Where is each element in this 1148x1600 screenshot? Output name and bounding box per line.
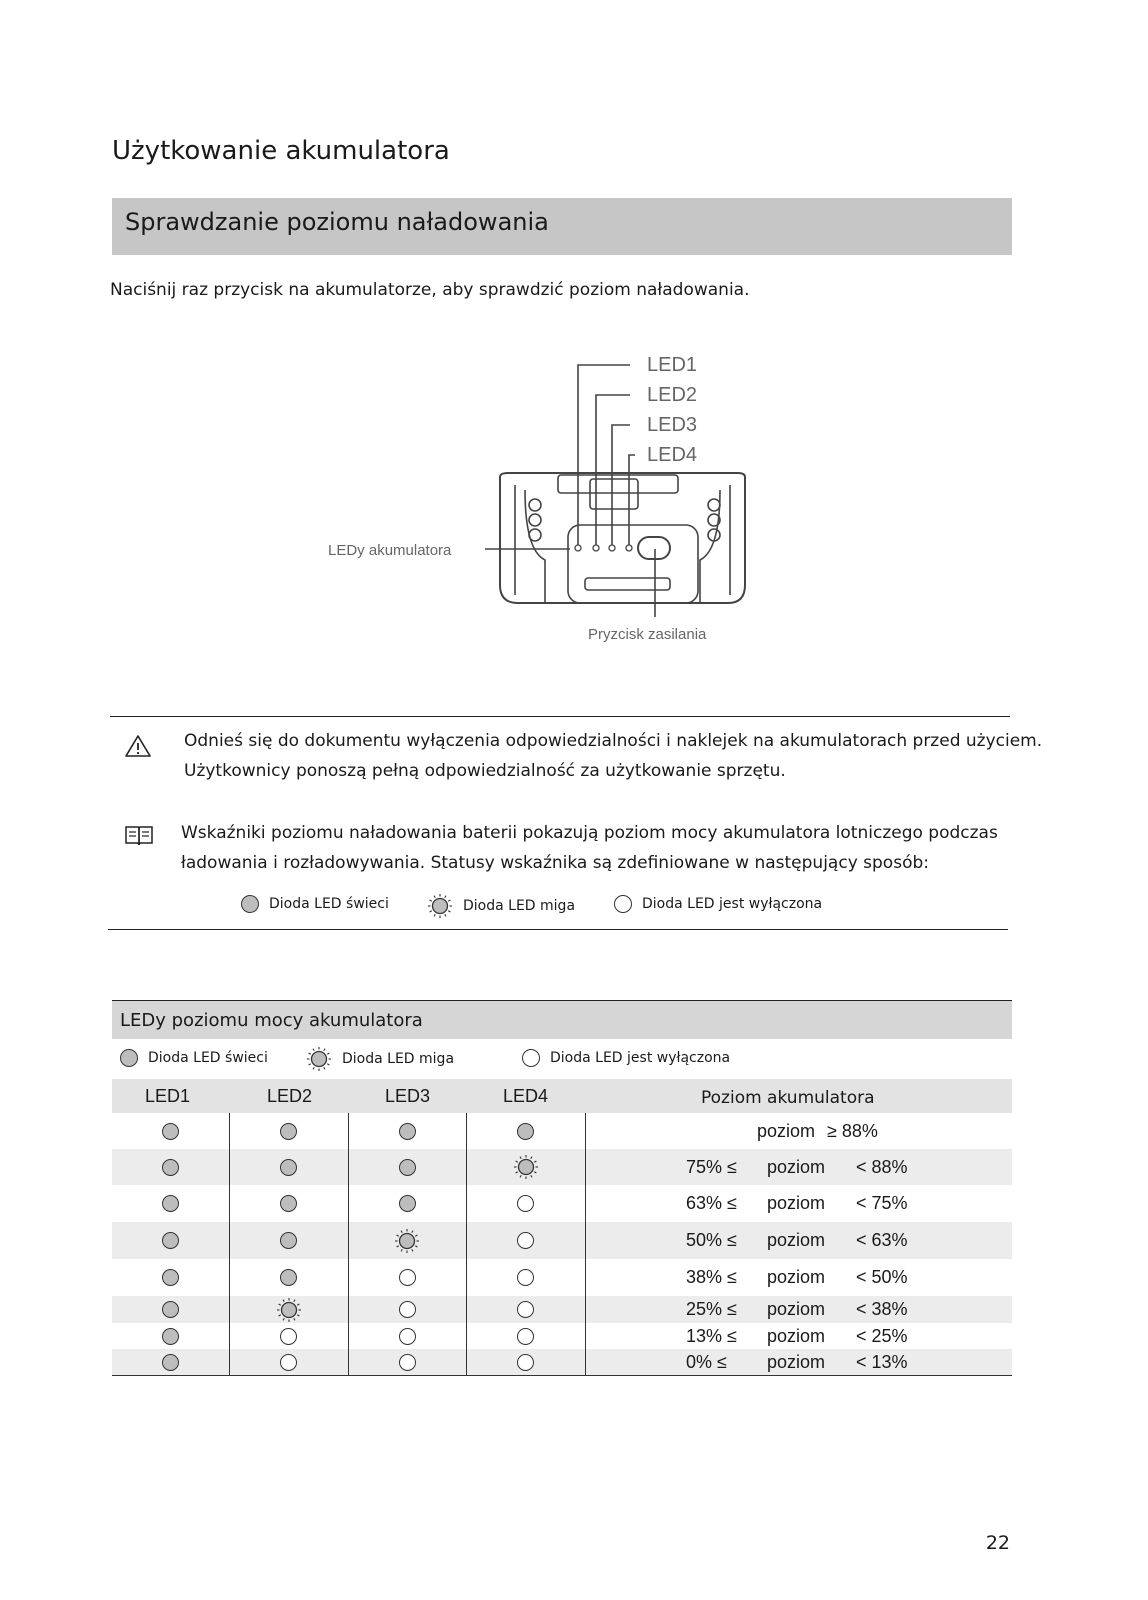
column-divider	[466, 1259, 467, 1296]
level-word: poziom	[767, 1325, 826, 1346]
led-blink-icon	[276, 1297, 302, 1323]
led-on-icon	[280, 1195, 297, 1212]
diagram-label-leds: LEDy akumulatora	[328, 542, 452, 559]
led2-cell	[229, 1185, 348, 1222]
legend-on-label: Dioda LED świeci	[269, 896, 389, 912]
column-divider	[348, 1113, 349, 1149]
header-led4: LED4	[503, 1086, 549, 1106]
table-row	[112, 1349, 1012, 1375]
table-row	[112, 1296, 1012, 1323]
level-lower-bound: 0% ≤	[686, 1351, 727, 1372]
table-legend	[112, 1039, 1012, 1079]
section-header	[112, 198, 1012, 255]
led3-cell	[348, 1296, 466, 1323]
warning-icon	[124, 734, 152, 758]
led-off-icon	[517, 1328, 534, 1345]
level-upper-bound: < 38%	[856, 1299, 908, 1319]
legend-off	[614, 895, 822, 913]
led-on-icon	[162, 1159, 179, 1176]
table-row	[112, 1113, 1012, 1149]
led-on-icon	[399, 1159, 416, 1176]
legend-blink	[427, 893, 575, 919]
led4-cell	[466, 1113, 585, 1149]
table-row	[112, 1185, 1012, 1222]
warning-line-1: Odnieś się do dokumentu wyłączenia odpowiedzialności i naklejek na akumulatorach przed użyciem.	[184, 731, 1043, 751]
led2-cell	[229, 1222, 348, 1259]
column-divider	[348, 1323, 349, 1349]
divider-bottom	[108, 929, 1008, 930]
column-divider	[585, 1323, 586, 1349]
led-off-icon	[517, 1232, 534, 1249]
column-divider	[585, 1349, 586, 1375]
led3-cell	[348, 1149, 466, 1185]
led-on-icon	[280, 1123, 297, 1140]
column-divider	[466, 1113, 467, 1149]
level-upper-bound: < 50%	[856, 1267, 908, 1287]
callout-led2	[596, 395, 630, 545]
table-header-row	[112, 1079, 1012, 1113]
column-divider	[348, 1222, 349, 1259]
diagram-label-led1: LED1	[647, 354, 698, 376]
battery-led3	[609, 545, 615, 551]
led1-cell	[112, 1259, 229, 1296]
table-legend-blink	[306, 1046, 454, 1072]
diagram-label-led3: LED3	[647, 414, 698, 436]
info-line-1: Wskaźniki poziomu naładowania baterii pokazują poziom mocy akumulatora lotniczego podczas	[181, 823, 998, 843]
column-divider	[585, 1185, 586, 1222]
column-divider	[348, 1185, 349, 1222]
level-lower-bound: 25% ≤	[686, 1299, 737, 1319]
led-blink-icon	[427, 893, 453, 919]
legend-on	[241, 895, 389, 913]
column-divider	[585, 1113, 586, 1149]
level-lower-bound: 50% ≤	[686, 1230, 737, 1250]
callout-led1	[578, 365, 630, 545]
callout-led3	[612, 425, 630, 545]
led-off-icon	[522, 1049, 540, 1067]
table-row	[112, 1259, 1012, 1296]
column-divider	[348, 1296, 349, 1323]
table-title: LEDy poziomu mocy akumulatora	[120, 1010, 423, 1031]
column-divider	[585, 1222, 586, 1259]
led-off-icon	[517, 1195, 534, 1212]
led-on-icon	[280, 1269, 297, 1286]
level-lower-bound: 75% ≤	[686, 1156, 737, 1177]
battery-diagram	[320, 345, 760, 655]
column-divider	[229, 1259, 230, 1296]
header-level: Poziom akumulatora	[701, 1088, 875, 1108]
level-upper-bound: < 75%	[856, 1193, 908, 1213]
level-word: poziom	[767, 1230, 826, 1250]
led-blink-icon	[513, 1154, 539, 1180]
table-body	[112, 1113, 1012, 1376]
header-led3: LED3	[385, 1086, 431, 1106]
page-title: Użytkowanie akumulatora	[112, 136, 450, 166]
header-led2: LED2	[267, 1086, 313, 1106]
table-row	[112, 1323, 1012, 1349]
level-lower-bound: 63% ≤	[686, 1193, 737, 1213]
led4-cell	[466, 1149, 585, 1185]
led1-cell	[112, 1296, 229, 1323]
led-blink-icon	[306, 1046, 332, 1072]
table-row	[112, 1222, 1012, 1259]
led-on-icon	[280, 1159, 297, 1176]
column-divider	[229, 1185, 230, 1222]
column-divider	[466, 1349, 467, 1375]
column-divider	[348, 1349, 349, 1375]
led-on-icon	[162, 1328, 179, 1345]
led-on-icon	[399, 1123, 416, 1140]
led1-cell	[112, 1185, 229, 1222]
diagram-label-led4: LED4	[647, 444, 698, 466]
level-word: poziom	[767, 1299, 826, 1319]
column-divider	[229, 1296, 230, 1323]
warning-text	[184, 726, 1042, 786]
info-line-2: ładowania i rozładowywania. Statusy wskaźnika są zdefiniowane w następujący sposób:	[181, 853, 929, 873]
level-upper-bound: < 13%	[856, 1351, 908, 1372]
led-off-icon	[399, 1269, 416, 1286]
column-divider	[348, 1149, 349, 1185]
led2-cell	[229, 1323, 348, 1349]
column-divider	[229, 1113, 230, 1149]
led-on-icon	[162, 1195, 179, 1212]
led3-cell	[348, 1113, 466, 1149]
led2-cell	[229, 1113, 348, 1149]
column-divider	[466, 1149, 467, 1185]
led-off-icon	[517, 1354, 534, 1371]
table-title-bar	[112, 1000, 1012, 1039]
level-upper-bound: < 63%	[856, 1230, 908, 1250]
led4-cell	[466, 1296, 585, 1323]
led-off-icon	[517, 1301, 534, 1318]
led3-cell	[348, 1222, 466, 1259]
table-row	[112, 1149, 1012, 1185]
column-divider	[466, 1185, 467, 1222]
warning-line-2: Użytkownicy ponoszą pełną odpowiedzialność za użytkowanie sprzętu.	[184, 761, 786, 781]
level-word: poziom	[767, 1351, 826, 1372]
led3-cell	[348, 1185, 466, 1222]
callout-led4	[629, 455, 635, 545]
header-led1: LED1	[145, 1086, 191, 1106]
column-divider	[466, 1222, 467, 1259]
legend-blink-label: Dioda LED miga	[463, 898, 576, 914]
led-blink-icon	[394, 1228, 420, 1254]
table-legend-blink-label: Dioda LED miga	[342, 1051, 455, 1067]
column-divider	[585, 1149, 586, 1185]
legend-off-label: Dioda LED jest wyłączona	[642, 896, 823, 912]
level-word: poziom	[767, 1267, 826, 1287]
led-off-icon	[399, 1354, 416, 1371]
info-text	[181, 818, 998, 878]
led2-cell	[229, 1349, 348, 1375]
level-word: poziom	[767, 1193, 826, 1213]
column-divider	[229, 1222, 230, 1259]
battery-level-table	[112, 1000, 1012, 1376]
level-upper-bound: ≥ 88%	[827, 1120, 878, 1141]
level-upper-bound: < 88%	[856, 1156, 908, 1177]
intro-text: Naciśnij raz przycisk na akumulatorze, aby sprawdzić poziom naładowania.	[110, 280, 750, 300]
level-upper-bound: < 25%	[856, 1325, 908, 1346]
led1-cell	[112, 1323, 229, 1349]
led2-cell	[229, 1259, 348, 1296]
led1-cell	[112, 1149, 229, 1185]
led3-cell	[348, 1259, 466, 1296]
led4-cell	[466, 1349, 585, 1375]
table-legend-off-label: Dioda LED jest wyłączona	[550, 1050, 731, 1066]
battery-led2	[593, 545, 599, 551]
led2-cell	[229, 1296, 348, 1323]
led1-cell	[112, 1349, 229, 1375]
led-on-icon	[162, 1269, 179, 1286]
led-off-icon	[614, 895, 632, 913]
led4-cell	[466, 1222, 585, 1259]
led4-cell	[466, 1323, 585, 1349]
level-word: poziom	[767, 1156, 826, 1177]
led-on-icon	[241, 895, 259, 913]
level-lower-bound: 38% ≤	[686, 1267, 737, 1287]
level-word: poziom	[757, 1120, 816, 1141]
column-divider	[585, 1259, 586, 1296]
led3-cell	[348, 1349, 466, 1375]
led4-cell	[466, 1185, 585, 1222]
column-divider	[229, 1323, 230, 1349]
led-on-icon	[162, 1123, 179, 1140]
table-legend-off	[522, 1049, 730, 1067]
diagram-label-led2: LED2	[647, 384, 698, 406]
led-on-icon	[399, 1195, 416, 1212]
led-off-icon	[399, 1301, 416, 1318]
book-icon	[124, 824, 154, 848]
led-off-icon	[517, 1269, 534, 1286]
page-number: 22	[985, 1532, 1010, 1554]
led-on-icon	[162, 1354, 179, 1371]
column-divider	[585, 1296, 586, 1323]
diagram-label-power: Pryzcisk zasilania	[588, 626, 707, 643]
section-title: Sprawdzanie poziomu naładowania	[125, 208, 549, 236]
divider-top	[110, 716, 1010, 717]
led4-cell	[466, 1259, 585, 1296]
led-on-icon	[162, 1301, 179, 1318]
led-on-icon	[280, 1232, 297, 1249]
led-on-icon	[517, 1123, 534, 1140]
level-lower-bound: 13% ≤	[686, 1325, 737, 1346]
table-legend-on	[120, 1049, 268, 1067]
table-legend-on-label: Dioda LED świeci	[148, 1050, 268, 1066]
led1-cell	[112, 1113, 229, 1149]
column-divider	[229, 1149, 230, 1185]
led3-cell	[348, 1323, 466, 1349]
column-divider	[466, 1296, 467, 1323]
led-on-icon	[162, 1232, 179, 1249]
column-divider	[229, 1349, 230, 1375]
led-off-icon	[280, 1328, 297, 1345]
battery-led4	[626, 545, 632, 551]
led2-cell	[229, 1149, 348, 1185]
led-on-icon	[120, 1049, 138, 1067]
column-divider	[466, 1323, 467, 1349]
led-off-icon	[280, 1354, 297, 1371]
column-divider	[348, 1259, 349, 1296]
led-off-icon	[399, 1328, 416, 1345]
battery-led1	[575, 545, 581, 551]
led1-cell	[112, 1222, 229, 1259]
